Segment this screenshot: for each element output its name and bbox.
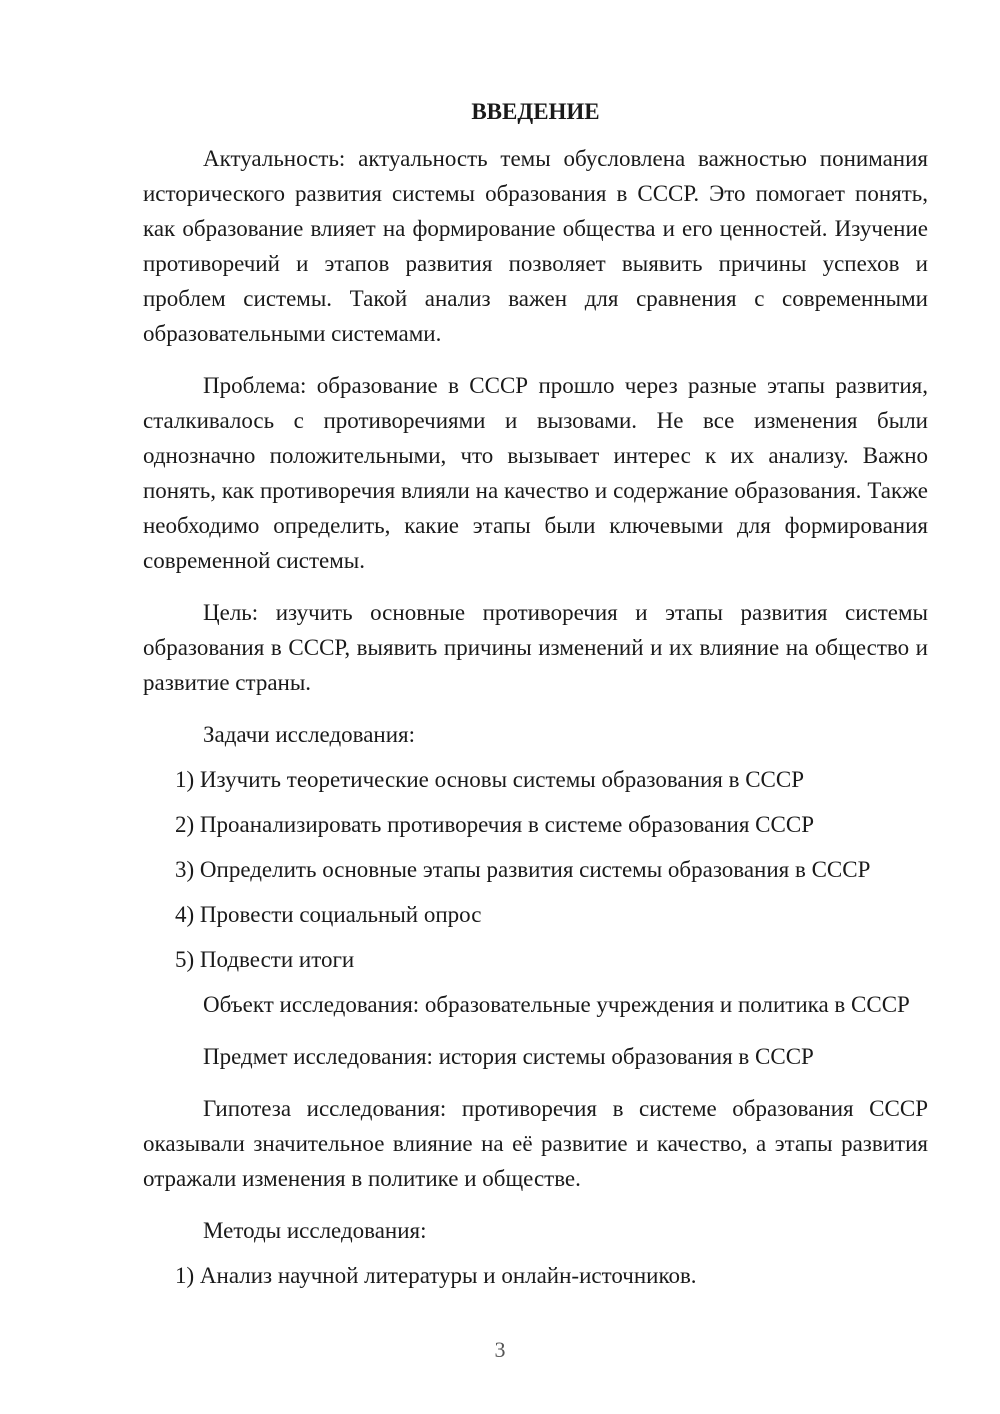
goal-paragraph: Цель: изучить основные противоречия и этапы развития системы образования в СССР, выявить причины изменений и их влияние на общество и развитие страны. bbox=[143, 600, 928, 695]
section-title: ВВЕДЕНИЕ bbox=[471, 99, 600, 124]
methods-list bbox=[143, 1258, 928, 1293]
tasks-heading: Задачи исследования: bbox=[203, 722, 416, 747]
task-item: 4) Провести социальный опрос bbox=[175, 902, 482, 927]
subject-paragraph: Предмет исследования: история системы образования в СССР bbox=[203, 1044, 814, 1069]
problem-paragraph: Проблема: образование в СССР прошло через разные этапы развития, сталкивалось с противоречиями и вызовами. Не все изменения были однозначно положительными, что вызывает интерес к их анализу. Важно понять, как противоречия влияли на качество и содержание образования. Также необходимо определить, какие этапы были ключевыми для формирования современной системы. bbox=[143, 373, 928, 573]
object-paragraph: Объект исследования: образовательные учреждения и политика в СССР bbox=[203, 992, 910, 1017]
hypothesis-paragraph: Гипотеза исследования: противоречия в системе образования СССР оказывали значительное влияние на её развитие и качество, а этапы развития отражали изменения в политике и обществе. bbox=[143, 1096, 928, 1191]
methods-heading: Методы исследования: bbox=[203, 1218, 427, 1243]
method-item: 1) Анализ научной литературы и онлайн-источников. bbox=[175, 1263, 697, 1288]
relevance-paragraph: Актуальность: актуальность темы обусловлена важностью понимания исторического развития системы образования в СССР. Это помогает понять, как образование влияет на формирование общества и его ценностей. Изучение противоречий и этапов развития позволяет выявить причины успехов и проблем системы. Такой анализ важен для сравнения с современными образовательными системами. bbox=[143, 146, 928, 346]
task-item: 2) Проанализировать противоречия в системе образования СССР bbox=[175, 812, 814, 837]
task-item: 5) Подвести итоги bbox=[175, 947, 355, 972]
task-item: 1) Изучить теоретические основы системы образования в СССР bbox=[175, 767, 805, 792]
page-content bbox=[143, 94, 928, 1303]
page-number: 3 bbox=[494, 1337, 506, 1362]
task-item: 3) Определить основные этапы развития системы образования в СССР bbox=[175, 857, 871, 882]
tasks-list bbox=[143, 762, 928, 977]
